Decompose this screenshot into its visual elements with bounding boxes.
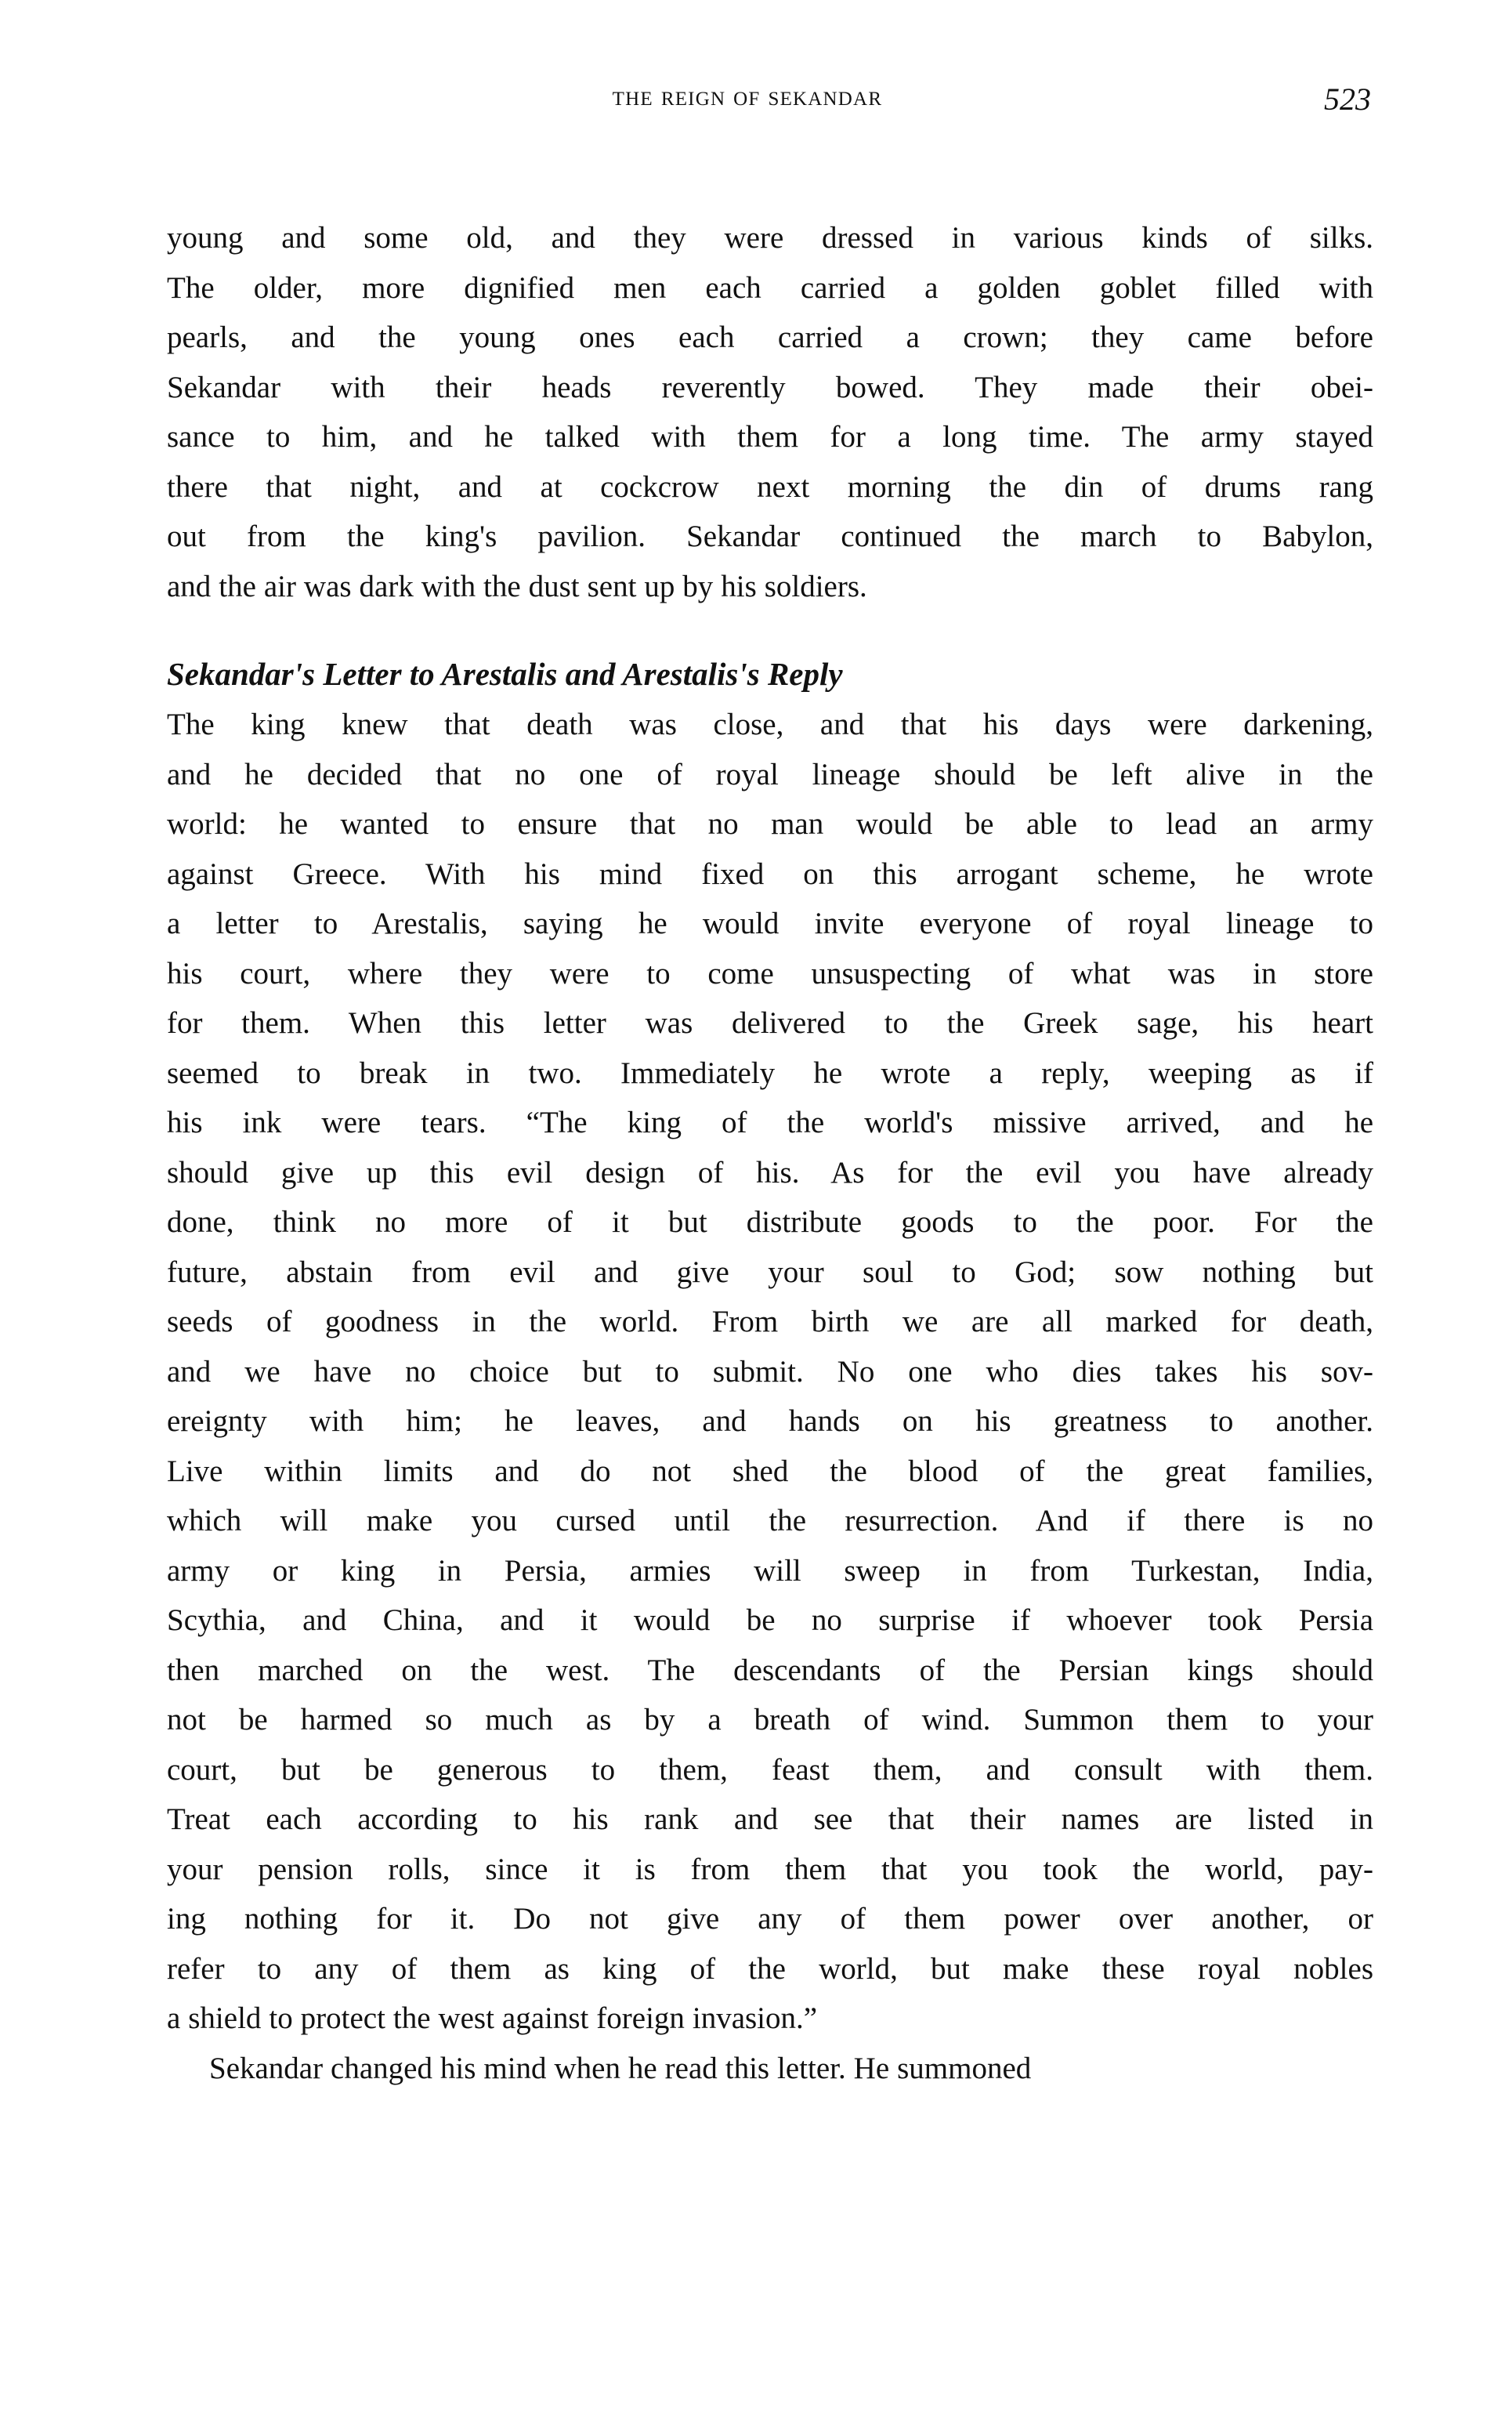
text-line: The older, more dignified men each carried a golden goblet filled with — [167, 270, 1373, 305]
text-line: and he decided that no one of royal lineage should be left alive in the — [167, 757, 1373, 791]
text-line: against Greece. With his mind fixed on this arrogant scheme, he wrote — [167, 857, 1373, 891]
text-line: Live within limits and do not shed the blood of the great families, — [167, 1454, 1373, 1488]
text-line: your pension rolls, since it is from them that you took the world, pay- — [167, 1852, 1373, 1886]
running-head — [167, 82, 1371, 129]
paragraph-1 — [167, 213, 1373, 611]
text-line: Scythia, and China, and it would be no surprise if whoever took Persia — [167, 1603, 1373, 1637]
text-line: then marched on the west. The descendants of the Persian kings should — [167, 1653, 1373, 1687]
text-line: Sekandar changed his mind when he read this letter. He summoned — [209, 2051, 1032, 2085]
text-line: world: he wanted to ensure that no man would be able to lead an army — [167, 807, 1373, 841]
text-line: The king knew that death was close, and that his days were darkening, — [167, 708, 1373, 741]
text-line: court, but be generous to them, feast them, and consult with them. — [167, 1752, 1373, 1787]
text-line: and the air was dark with the dust sent up by his soldiers. — [167, 569, 867, 603]
text-line: and we have no choice but to submit. No one who dies takes his sov- — [167, 1354, 1373, 1389]
page-number: 523 — [1324, 81, 1371, 117]
text-line: which will make you cursed until the resurrection. And if there is no — [167, 1504, 1373, 1537]
running-head-title: the reign of sekandar — [612, 81, 883, 111]
paragraph-2 — [167, 700, 1373, 2044]
text-line: his ink were tears. “The king of the world's missive arrived, and he — [167, 1106, 1373, 1139]
text-line: pearls, and the young ones each carried a crown; they came before — [167, 321, 1373, 354]
text-line: army or king in Persia, armies will sweep in from Turkestan, India, — [167, 1553, 1373, 1588]
text-line: sance to him, and he talked with them for a long time. The army stayed — [167, 420, 1373, 454]
text-line: young and some old, and they were dressed in various kinds of silks. — [167, 221, 1373, 255]
text-line: there that night, and at cockcrow next morning the din of drums rang — [167, 469, 1373, 504]
text-line: a letter to Arestalis, saying he would invite everyone of royal lineage to — [167, 907, 1373, 940]
text-line: ing nothing for it. Do not give any of them power over another, or — [167, 1902, 1373, 1936]
text-line: for them. When this letter was delivered to the Greek sage, his heart — [167, 1006, 1373, 1040]
section-heading: Sekandar's Letter to Arestalis and Arestalis's Reply — [167, 656, 843, 692]
text-line: future, abstain from evil and give your soul to God; sow nothing but — [167, 1255, 1373, 1289]
text-line: seeds of goodness in the world. From birth we are all marked for death, — [167, 1305, 1373, 1338]
text-line: a shield to protect the west against foreign invasion.” — [167, 2001, 818, 2035]
text-line: ereignty with him; he leaves, and hands on his greatness to another. — [167, 1404, 1373, 1438]
text-line: Treat each according to his rank and see that their names are listed in — [167, 1802, 1373, 1836]
text-line: done, think no more of it but distribute goods to the poor. For the — [167, 1205, 1373, 1239]
text-line: refer to any of them as king of the world, but make these royal nobles — [167, 1951, 1373, 1986]
text-line: his court, where they were to come unsuspecting of what was in store — [167, 956, 1373, 991]
text-line: seemed to break in two. Immediately he wrote a reply, weeping as if — [167, 1056, 1373, 1090]
text-line: should give up this evil design of his. As for the evil you have already — [167, 1155, 1373, 1190]
paragraph-3 — [167, 2044, 1373, 2094]
text-block — [167, 213, 1373, 2093]
text-line: Sekandar with their heads reverently bowed. They made their obei- — [167, 370, 1373, 404]
text-line: out from the king's pavilion. Sekandar continued the march to Babylon, — [167, 520, 1373, 553]
text-line: not be harmed so much as by a breath of wind. Summon them to your — [167, 1703, 1373, 1737]
